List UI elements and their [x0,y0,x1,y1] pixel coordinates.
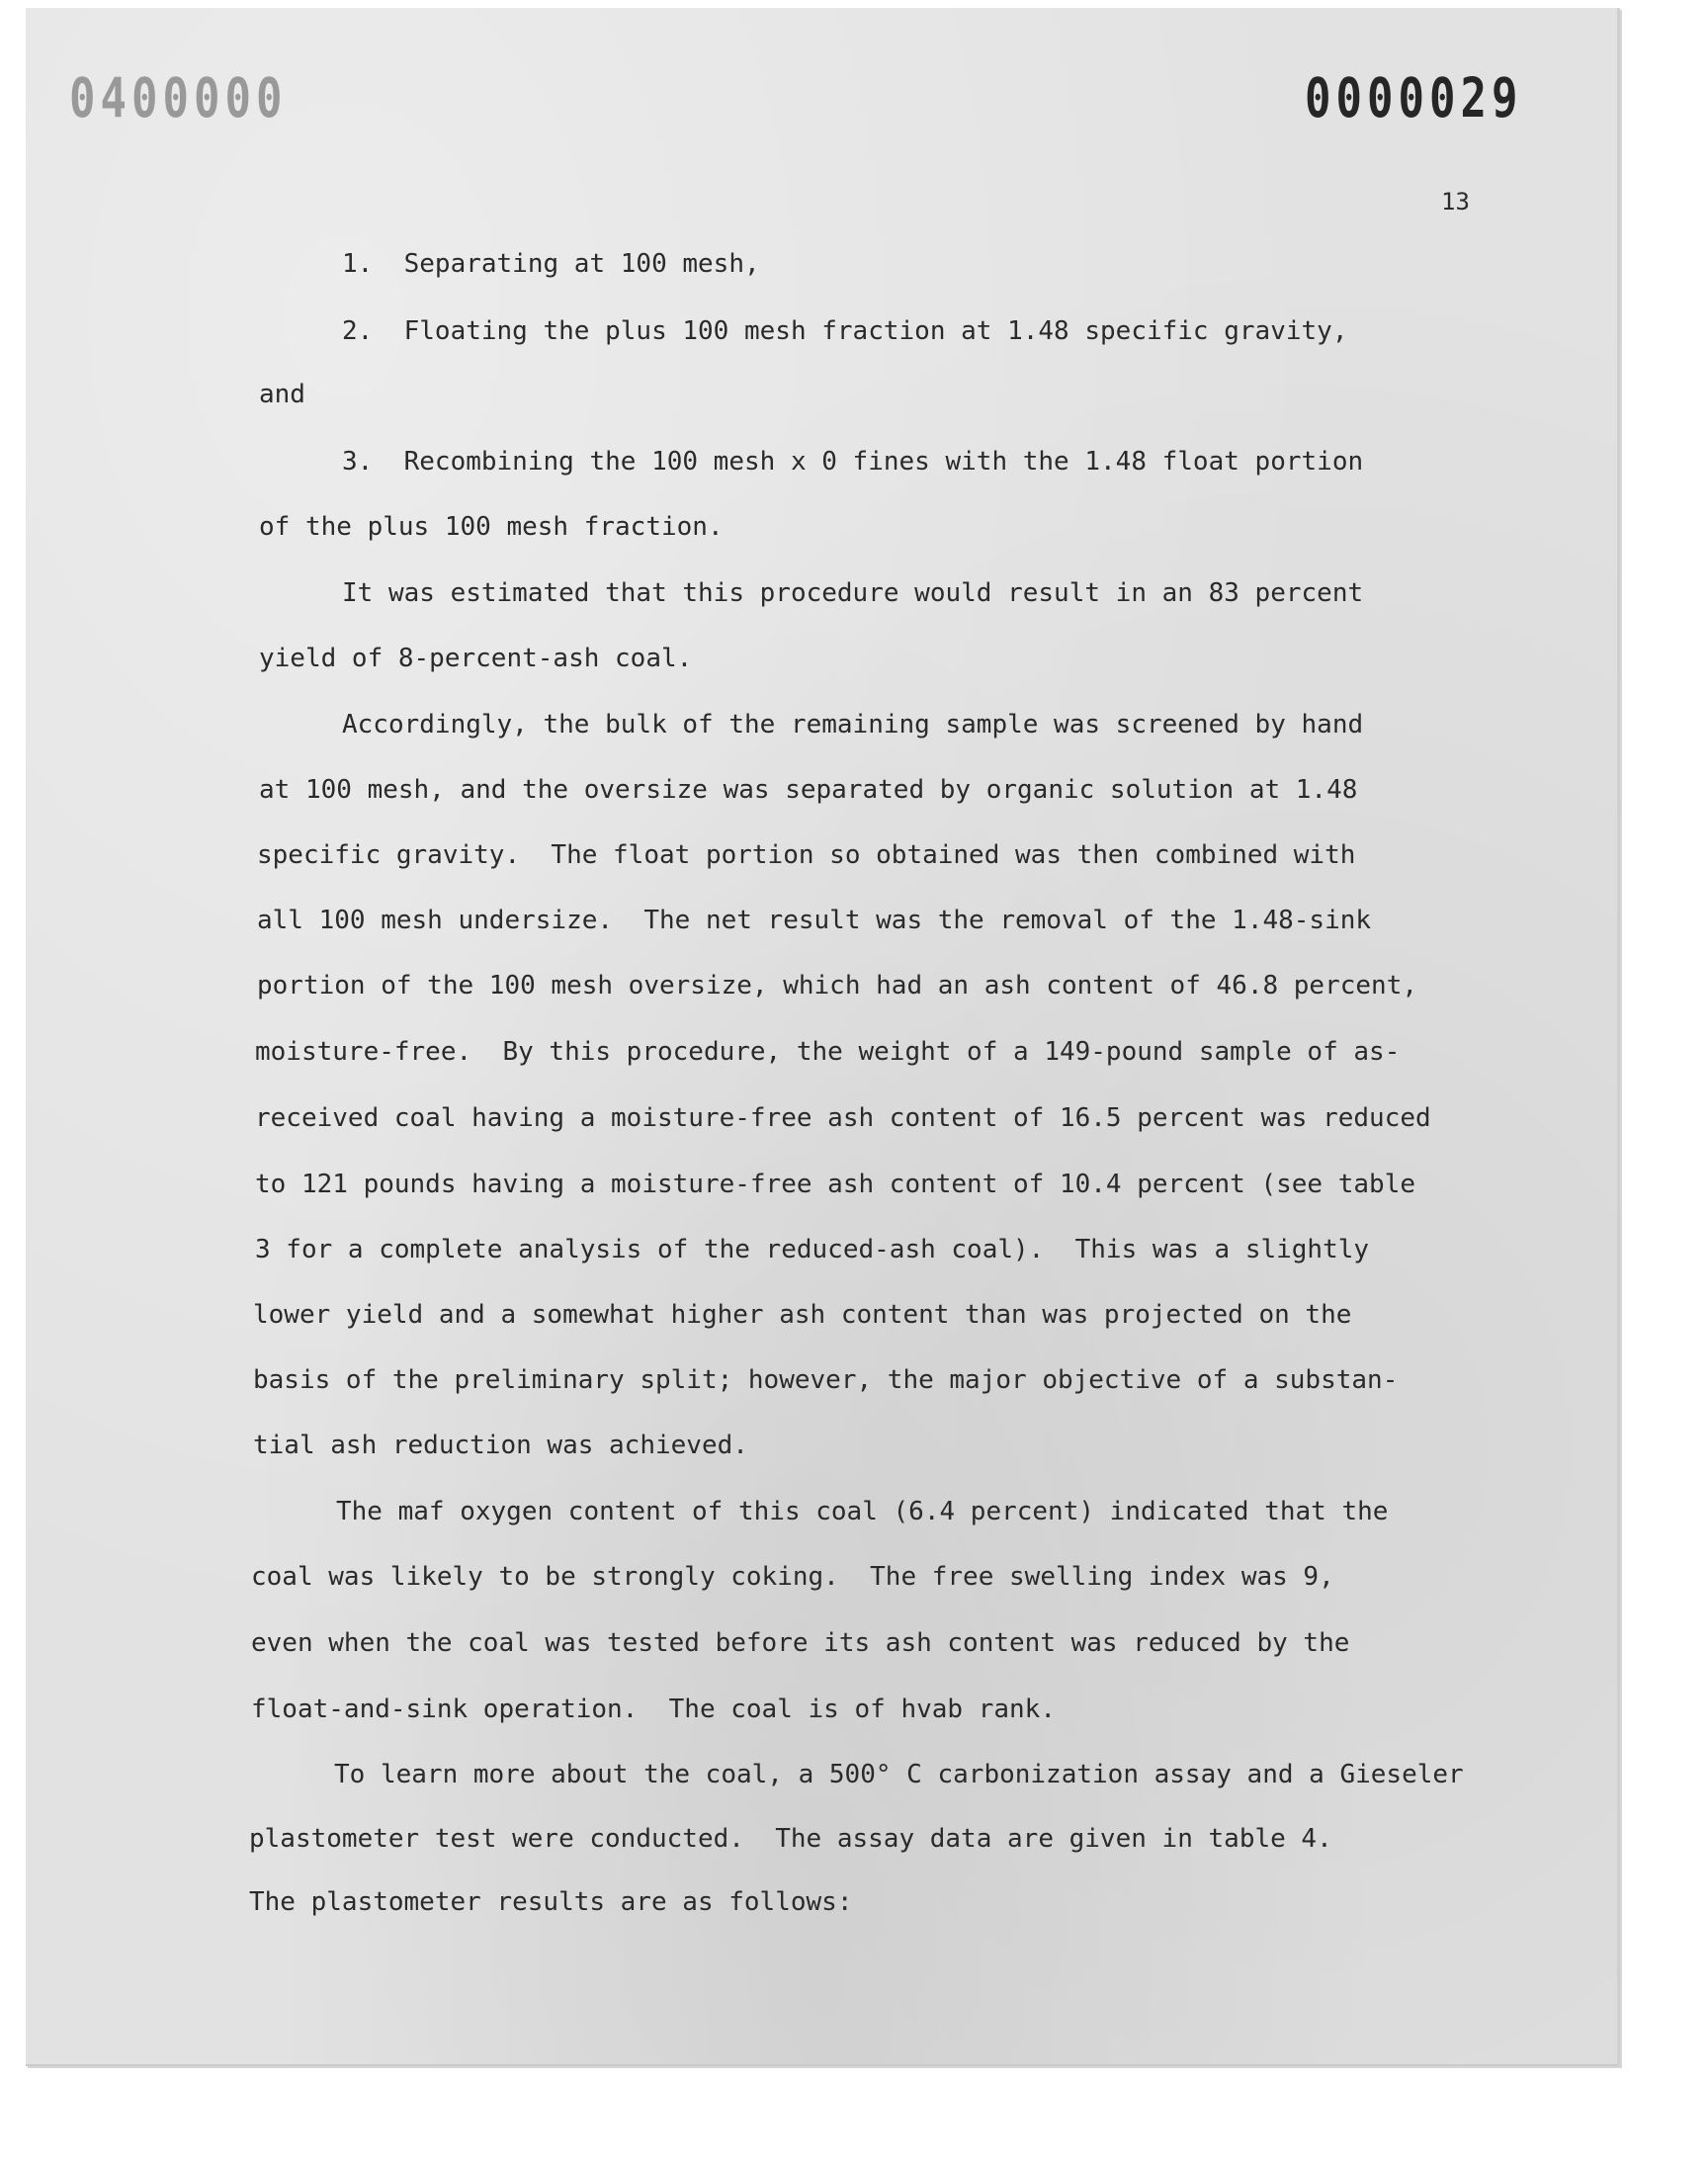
document-stamp-right: 0000029 [1305,67,1523,130]
text-line: received coal having a moisture-free ash content of 16.5 percent was reduced [255,1103,1431,1133]
list-item: 3. Recombining the 100 mesh x 0 fines with the 1.48 float portion [342,447,1364,477]
text-line: The plastometer results are as follows: [249,1887,853,1917]
text-line: To learn more about the coal, a 500° C carbonization assay and a Gieseler [334,1760,1464,1789]
text-line: basis of the preliminary split; however, the major objective of a substan- [253,1365,1399,1395]
document-stamp-left: 0400000 [69,67,288,130]
text-line: and [259,380,305,409]
text-line: to 121 pounds having a moisture-free ash content of 10.4 percent (see table [255,1170,1415,1199]
text-line: moisture-free. By this procedure, the weight of a 149-pound sample of as- [255,1037,1401,1067]
text-line: all 100 mesh undersize. The net result was the removal of the 1.48-sink [257,906,1372,935]
text-line: float-and-sink operation. The coal is of hvab rank. [251,1695,1056,1724]
text-line: even when the coal was tested before its ash content was reduced by the [251,1628,1350,1658]
text-line: It was estimated that this procedure would result in an 83 percent [342,578,1364,608]
text-line: yield of 8-percent-ash coal. [259,644,693,673]
text-line: portion of the 100 mesh oversize, which had an ash content of 46.8 percent, [257,971,1417,1000]
page-number: 13 [1441,188,1470,216]
text-line: at 100 mesh, and the oversize was separated by organic solution at 1.48 [259,775,1358,805]
text-line: 3 for a complete analysis of the reduced-ash coal). This was a slightly [255,1235,1370,1264]
text-line: specific gravity. The float portion so obtained was then combined with [257,840,1356,870]
list-item: 1. Separating at 100 mesh, [342,249,760,279]
text-line: plastometer test were conducted. The assay data are given in table 4. [249,1824,1332,1854]
text-line: Accordingly, the bulk of the remaining sample was screened by hand [342,710,1364,740]
text-line: The maf oxygen content of this coal (6.4 percent) indicated that the [336,1497,1389,1526]
text-line: of the plus 100 mesh fraction. [259,512,724,542]
list-item: 2. Floating the plus 100 mesh fraction at 1.48 specific gravity, [342,316,1348,346]
text-line: coal was likely to be strongly coking. The free swelling index was 9, [251,1562,1334,1592]
text-line: tial ash reduction was achieved. [253,1431,748,1460]
text-line: lower yield and a somewhat higher ash content than was projected on the [253,1300,1352,1330]
